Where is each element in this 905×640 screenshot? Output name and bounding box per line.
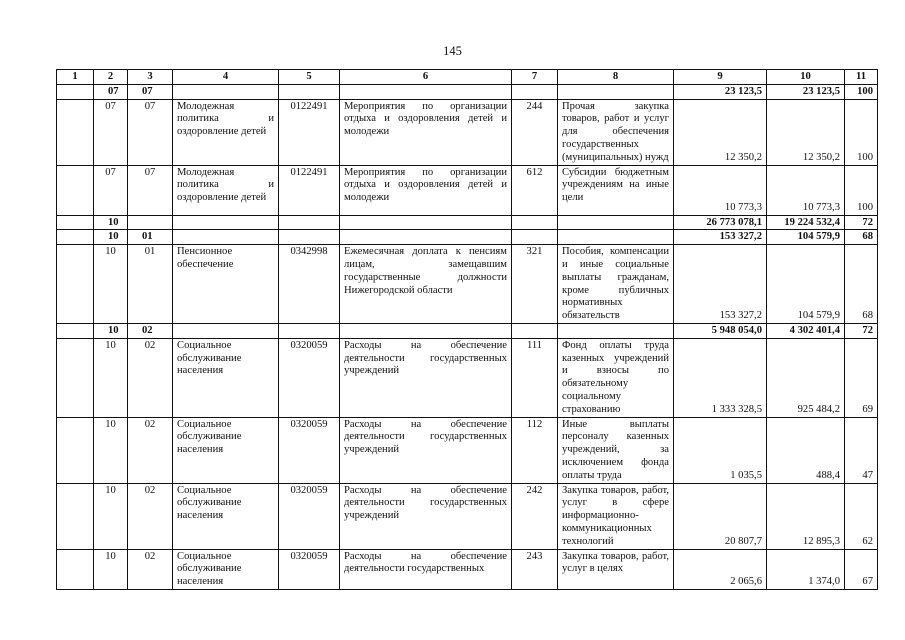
header-cell: 10 xyxy=(767,70,845,85)
cell-col-8: Пособия, компенсации и иные социальные выплаты гражданам, кроме публичных нормативных обязательств xyxy=(558,245,674,324)
cell-col-3: 07 xyxy=(128,99,173,165)
cell-col-11: 72 xyxy=(845,215,878,230)
cell-col-2: 07 xyxy=(94,99,128,165)
cell-col-7: 111 xyxy=(512,338,558,417)
header-cell: 8 xyxy=(558,70,674,85)
cell-col-4 xyxy=(173,230,279,245)
page-number: 145 xyxy=(443,44,462,58)
cell-col-11: 100 xyxy=(845,84,878,99)
cell-col-10: 1 374,0 xyxy=(767,549,845,589)
header-cell: 2 xyxy=(94,70,128,85)
header-cell: 9 xyxy=(674,70,767,85)
budget-table xyxy=(56,69,878,590)
cell-col-1 xyxy=(57,84,94,99)
header-cell: 3 xyxy=(128,70,173,85)
cell-col-7: 242 xyxy=(512,483,558,549)
cell-col-5: 0320059 xyxy=(279,338,340,417)
summary-row xyxy=(57,84,878,99)
table-row xyxy=(57,99,878,165)
cell-col-6 xyxy=(340,323,512,338)
header-cell: 11 xyxy=(845,70,878,85)
cell-col-4: Пенсионное обеспечение xyxy=(173,245,279,324)
cell-col-9: 153 327,2 xyxy=(674,230,767,245)
cell-col-5: 0122491 xyxy=(279,99,340,165)
cell-col-2: 10 xyxy=(94,323,128,338)
cell-col-2: 07 xyxy=(94,84,128,99)
cell-col-9: 2 065,6 xyxy=(674,549,767,589)
cell-col-1 xyxy=(57,245,94,324)
cell-col-11: 69 xyxy=(845,338,878,417)
table-row xyxy=(57,165,878,215)
cell-col-4: Социальное обслуживание населения xyxy=(173,549,279,589)
cell-col-4: Социальное обслуживание населения xyxy=(173,417,279,483)
cell-col-1 xyxy=(57,338,94,417)
cell-col-7 xyxy=(512,215,558,230)
cell-col-5: 0342998 xyxy=(279,245,340,324)
cell-col-5: 0122491 xyxy=(279,165,340,215)
cell-col-5: 0320059 xyxy=(279,417,340,483)
cell-col-2: 10 xyxy=(94,338,128,417)
table-row xyxy=(57,245,878,324)
cell-col-7: 321 xyxy=(512,245,558,324)
cell-col-6: Мероприятия по организации отдыха и оздоровления детей и молодежи xyxy=(340,99,512,165)
cell-col-6 xyxy=(340,84,512,99)
cell-col-6: Ежемесячная доплата к пенсиям лицам, замещавшим государственные должности Нижегородской области xyxy=(340,245,512,324)
cell-col-7: 612 xyxy=(512,165,558,215)
cell-col-9: 26 773 078,1 xyxy=(674,215,767,230)
cell-col-7: 244 xyxy=(512,99,558,165)
cell-col-3: 01 xyxy=(128,230,173,245)
cell-col-10: 488,4 xyxy=(767,417,845,483)
cell-col-8 xyxy=(558,230,674,245)
cell-col-4 xyxy=(173,215,279,230)
cell-col-6: Расходы на обеспечение деятельности государственных учреждений xyxy=(340,417,512,483)
cell-col-8: Иные выплаты персоналу казенных учреждений, за исключением фонда оплаты труда xyxy=(558,417,674,483)
cell-col-6 xyxy=(340,215,512,230)
summary-row xyxy=(57,215,878,230)
cell-col-5: 0320059 xyxy=(279,483,340,549)
cell-col-4 xyxy=(173,84,279,99)
cell-col-9: 5 948 054,0 xyxy=(674,323,767,338)
cell-col-5 xyxy=(279,230,340,245)
cell-col-9: 153 327,2 xyxy=(674,245,767,324)
cell-col-6: Расходы на обеспечение деятельности государственных учреждений xyxy=(340,483,512,549)
cell-col-11: 68 xyxy=(845,245,878,324)
table-row xyxy=(57,483,878,549)
cell-col-8 xyxy=(558,323,674,338)
cell-col-9: 10 773,3 xyxy=(674,165,767,215)
header-cell: 4 xyxy=(173,70,279,85)
cell-col-4: Молодежная политика и оздоровление детей xyxy=(173,165,279,215)
cell-col-11: 62 xyxy=(845,483,878,549)
cell-col-5: 0320059 xyxy=(279,549,340,589)
cell-col-3 xyxy=(128,215,173,230)
cell-col-11: 100 xyxy=(845,165,878,215)
cell-col-10: 104 579,9 xyxy=(767,245,845,324)
cell-col-6: Расходы на обеспечение деятельности государственных учреждений xyxy=(340,338,512,417)
cell-col-8 xyxy=(558,215,674,230)
cell-col-10: 925 484,2 xyxy=(767,338,845,417)
cell-col-8 xyxy=(558,84,674,99)
cell-col-1 xyxy=(57,215,94,230)
cell-col-10: 12 895,3 xyxy=(767,483,845,549)
cell-col-3: 07 xyxy=(128,84,173,99)
cell-col-3: 02 xyxy=(128,417,173,483)
header-cell: 7 xyxy=(512,70,558,85)
cell-col-3: 01 xyxy=(128,245,173,324)
cell-col-9: 1 333 328,5 xyxy=(674,338,767,417)
table-row xyxy=(57,417,878,483)
cell-col-8: Закупка товаров, работ, услуг в целях xyxy=(558,549,674,589)
cell-col-1 xyxy=(57,230,94,245)
cell-col-1 xyxy=(57,165,94,215)
cell-col-3: 07 xyxy=(128,165,173,215)
cell-col-3: 02 xyxy=(128,338,173,417)
cell-col-1 xyxy=(57,549,94,589)
cell-col-2: 10 xyxy=(94,245,128,324)
cell-col-7 xyxy=(512,84,558,99)
cell-col-6: Расходы на обеспечение деятельности государственных xyxy=(340,549,512,589)
cell-col-3: 02 xyxy=(128,483,173,549)
cell-col-1 xyxy=(57,323,94,338)
cell-col-11: 68 xyxy=(845,230,878,245)
header-cell: 6 xyxy=(340,70,512,85)
header-cell: 1 xyxy=(57,70,94,85)
cell-col-2: 10 xyxy=(94,417,128,483)
table-row xyxy=(57,549,878,589)
cell-col-10: 23 123,5 xyxy=(767,84,845,99)
cell-col-1 xyxy=(57,99,94,165)
cell-col-6 xyxy=(340,230,512,245)
cell-col-8: Субсидии бюджетным учреждениям на иные цели xyxy=(558,165,674,215)
cell-col-4 xyxy=(173,323,279,338)
cell-col-1 xyxy=(57,483,94,549)
cell-col-8: Закупка товаров, работ, услуг в сфере информационно-коммуникационных технологий xyxy=(558,483,674,549)
cell-col-10: 4 302 401,4 xyxy=(767,323,845,338)
cell-col-1 xyxy=(57,417,94,483)
cell-col-9: 1 035,5 xyxy=(674,417,767,483)
summary-row xyxy=(57,323,878,338)
header-row xyxy=(57,70,878,85)
cell-col-11: 72 xyxy=(845,323,878,338)
cell-col-3: 02 xyxy=(128,549,173,589)
cell-col-11: 67 xyxy=(845,549,878,589)
cell-col-4: Социальное обслуживание населения xyxy=(173,338,279,417)
cell-col-2: 10 xyxy=(94,483,128,549)
cell-col-6: Мероприятия по организации отдыха и оздоровления детей и молодежи xyxy=(340,165,512,215)
cell-col-2: 07 xyxy=(94,165,128,215)
cell-col-7 xyxy=(512,230,558,245)
table-row xyxy=(57,338,878,417)
cell-col-10: 19 224 532,4 xyxy=(767,215,845,230)
cell-col-11: 47 xyxy=(845,417,878,483)
cell-col-5 xyxy=(279,215,340,230)
cell-col-5 xyxy=(279,323,340,338)
cell-col-9: 12 350,2 xyxy=(674,99,767,165)
cell-col-11: 100 xyxy=(845,99,878,165)
cell-col-2: 10 xyxy=(94,230,128,245)
cell-col-9: 20 807,7 xyxy=(674,483,767,549)
cell-col-2: 10 xyxy=(94,549,128,589)
cell-col-3: 02 xyxy=(128,323,173,338)
cell-col-8: Прочая закупка товаров, работ и услуг для обеспечения государственных (муниципальных) нужд xyxy=(558,99,674,165)
cell-col-10: 10 773,3 xyxy=(767,165,845,215)
cell-col-7: 112 xyxy=(512,417,558,483)
cell-col-5 xyxy=(279,84,340,99)
cell-col-4: Молодежная политика и оздоровление детей xyxy=(173,99,279,165)
cell-col-2: 10 xyxy=(94,215,128,230)
cell-col-10: 12 350,2 xyxy=(767,99,845,165)
cell-col-10: 104 579,9 xyxy=(767,230,845,245)
cell-col-8: Фонд оплаты труда казенных учреждений и взносы по обязательному социальному страхованию xyxy=(558,338,674,417)
cell-col-9: 23 123,5 xyxy=(674,84,767,99)
cell-col-7: 243 xyxy=(512,549,558,589)
cell-col-4: Социальное обслуживание населения xyxy=(173,483,279,549)
header-cell: 5 xyxy=(279,70,340,85)
cell-col-7 xyxy=(512,323,558,338)
summary-row xyxy=(57,230,878,245)
